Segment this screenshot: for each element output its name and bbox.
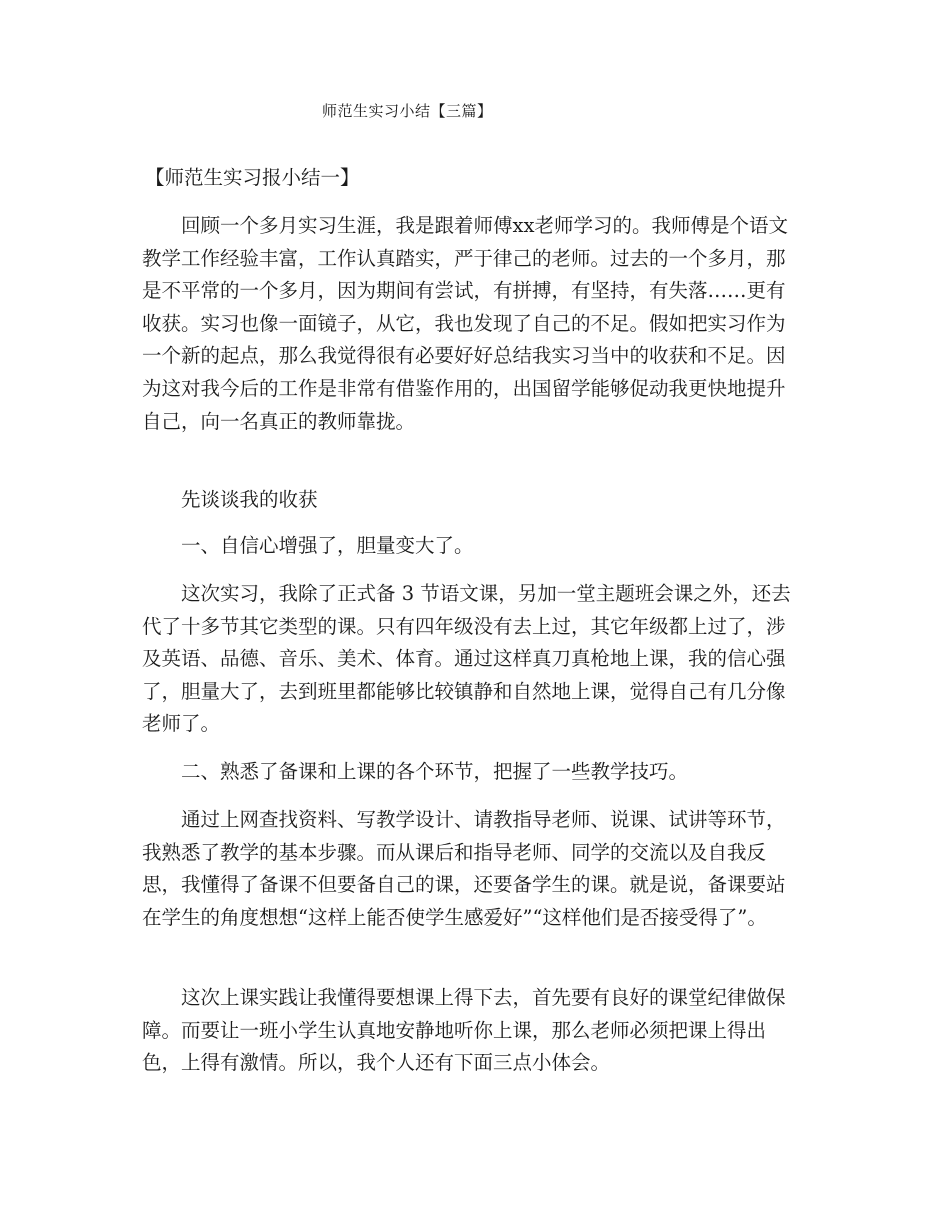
paragraph-intro: 回顾一个多月实习生涯，我是跟着师傅xx老师学习的。我师傅是个语文教学工作经验丰富，工作认真踏实，严于律己的老师。过去的一个多月，那是不平常的一个多月，因为期间有尝试，有拼搏，有坚持，有失落……更有收获。实习也像一面镜子，从它，我也发现了自己的不足。假如把实习作为一个新的起点，那么我觉得很有必要好好总结我实习当中的收获和不足。因为这对我今后的工作是非常有借鉴作用的，出国留学能够促动我更快地提升自己，向一名真正的教师靠拢。	[142, 214, 788, 433]
paragraph-point-two-heading: 二、熟悉了备课和上课的各个环节，把握了一些教学技巧。	[181, 760, 689, 783]
paragraph-gains-heading: 先谈谈我的收获	[181, 488, 318, 511]
section-heading: 【师范生实习报小结一】	[145, 166, 360, 189]
paragraph-point-one-heading: 一、自信心增强了，胆量变大了。	[181, 534, 474, 557]
paragraph-classroom-discipline: 这次上课实践让我懂得要想课上得下去，首先要有良好的课堂纪律做保障。而要让一班小学生认真地安静地听你上课，那么老师必须把课上得出色，上得有激情。所以，我个人还有下面三点小体会。	[142, 986, 786, 1075]
document-title: 师范生实习小结【三篇】	[322, 102, 493, 120]
paragraph-point-one-body: 这次实习，我除了正式备 3 节语文课，另加一堂主题班会课之外，还去代了十多节其它类型的课。只有四年级没有去上过，其它年级都上过了，涉及英语、品德、音乐、美术、体育。通过这样真刀真枪地上课，我的信心强了，胆量大了，去到班里都能够比较镇静和自然地上课，觉得自己有几分像老师了。	[142, 582, 791, 736]
paragraph-point-two-body: 通过上网查找资料、写教学设计、请教指导老师、说课、试讲等环节，我熟悉了教学的基本步骤。而从课后和指导老师、同学的交流以及自我反思，我懂得了备课不但要备自己的课，还要备学生的课。就是说，备课要站在学生的角度想想“这样上能否使学生感爱好”“这样他们是否接受得了”。	[142, 808, 786, 929]
